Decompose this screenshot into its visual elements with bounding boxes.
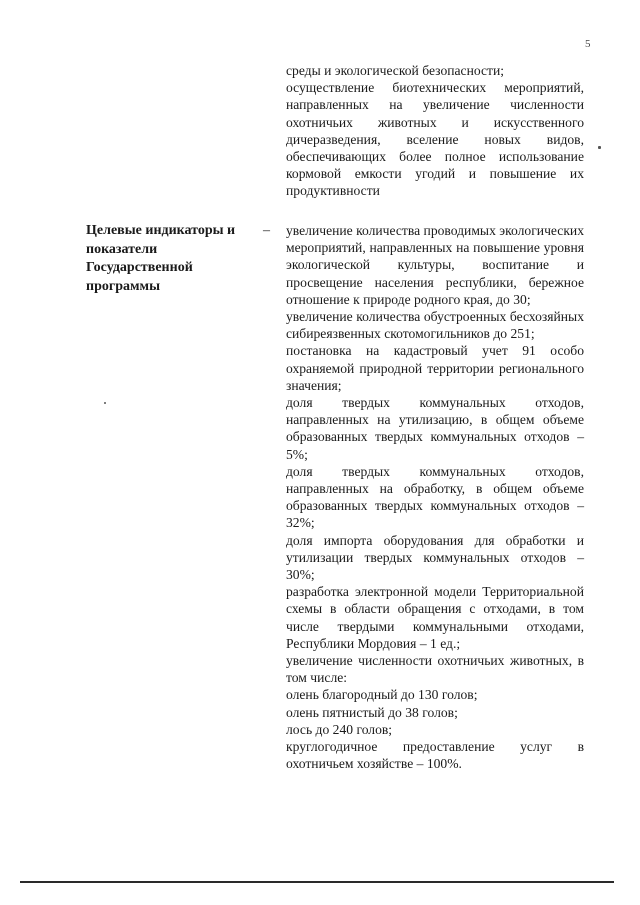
indicator-item: доля твердых коммунальных отходов, направленных на обработку, в общем объеме образованных твердых коммунальных отходов – 32%;: [286, 463, 584, 531]
indicators-list: [286, 222, 584, 773]
continued-text-block: [286, 62, 584, 200]
scan-speck: [104, 402, 106, 404]
indicator-item: увеличение численности охотничьих животных, в том числе:: [286, 653, 584, 686]
indicator-item: олень пятнистый до 38 голов;: [286, 704, 458, 720]
indicator-item: лось до 240 голов;: [286, 721, 393, 737]
indicator-item: постановка на кадастровый учет 91 особо охраняемой природной территории регионального значения;: [286, 343, 584, 393]
label-dash: –: [263, 223, 270, 238]
indicator-item: круглогодичное предоставление услуг в охотничьем хозяйстве – 100%.: [286, 739, 584, 772]
indicator-item: доля импорта оборудования для обработки и утилизации твердых коммунальных отходов – 30%;: [286, 532, 584, 583]
page-number: 5: [585, 38, 591, 50]
scan-speck: [598, 146, 601, 149]
continued-line: среды и экологической безопасности;: [286, 63, 505, 78]
indicator-item: олень благородный до 130 голов;: [286, 687, 478, 703]
indicator-item: доля твердых коммунальных отходов, направленных на утилизацию, в общем объеме образованных твердых коммунальных отходов – 5%;: [286, 395, 584, 462]
indicator-item: увеличение количества проводимых экологических мероприятий, направленных на повышение уровня экологической культуры, воспитание и просвещение населения республики, бережное отношение к природе родного края, до 30;: [286, 223, 584, 307]
bottom-rule: [20, 881, 614, 883]
section-label: Целевые индикаторы и показатели Государственной программы: [86, 223, 236, 294]
indicator-item: разработка электронной модели Территориальной схемы в области обращения с отходами, в том числе твердыми коммунальными отходами, Республики Мордовия – 1 ед.;: [286, 584, 584, 651]
indicator-item: увеличение количества обустроенных бесхозяйных сибиреязвенных скотомогильников до 251;: [286, 309, 584, 342]
continued-paragraph: осуществление биотехнических мероприятий, направленных на увеличение численности охотничьих животных и искусственного дичеразведения, вселение новых видов, обеспечивающих более полное использование кормовой емкости угодий и повышение их продуктивности: [286, 80, 584, 199]
